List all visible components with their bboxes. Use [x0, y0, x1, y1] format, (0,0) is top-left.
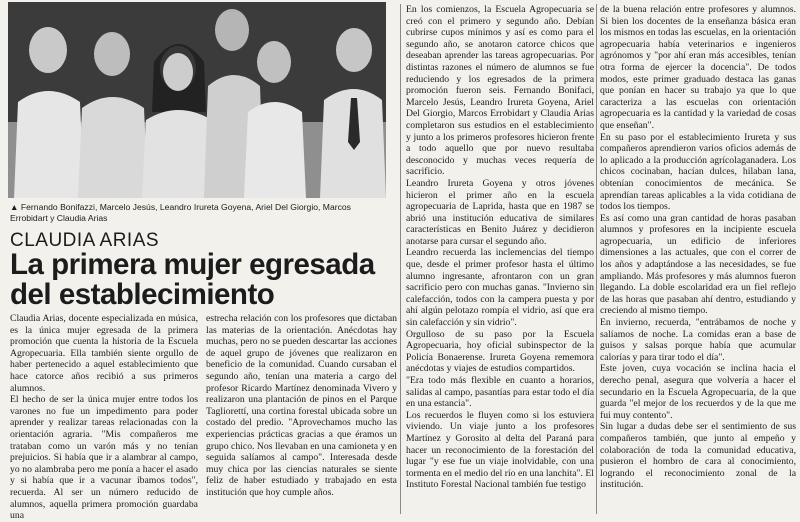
paragraph: Leandro recuerda las inclemencias del tiempo que, desde el primer profesor hasta el último alumno ingresante, afrontaron con un gran sacrificio pero con muchas ganas. "Invierno sin calefacción, todos con la campera puesta y por ahí algún pelotazo rompía el vidrio, así que era sin calefacción y sin vidrio".	[406, 247, 594, 329]
paragraph: En su paso por el establecimiento Irureta y sus compañeros aprendieron varios oficios además de lo aplicado a la producción agrícolaganadera. Los chicos cocinaban, hacían dulces, hilaban lana, obtenían conocimientos de mecánica. Se aprendían tareas aplicables a la vida cotidiana de todos los tiempos.	[600, 131, 796, 213]
photo-caption: ▲ Fernando Bonifazzi, Marcelo Jesús, Leandro Irureta Goyena, Ariel Del Giorgio, Marcos Errobidart y Claudia Arias	[10, 202, 351, 223]
group-photo	[8, 2, 386, 198]
paragraph: Este joven, cuya vocación se inclina hacia el derecho penal, asegura que volvería a hacer el secundario en la Escuela Agropecuaria, de la que guarda "el mejor de los recuerdos y de la que me fui muy contento".	[600, 363, 796, 421]
column-divider	[400, 4, 401, 514]
paragraph: Los recuerdos le fluyen como si los estuviera viviendo. Un viaje junto a los profesores Martínez y Gorosito al delta del Paraná para hacer un reconocimiento de la forestación del lugar "y ese fue un viaje inolvidable, con una tormenta en el medio del río en una lanchita". El Instituto Forestal Nacional también fue testigo	[406, 409, 594, 491]
paragraph: Sin lugar a dudas debe ser el sentimiento de sus compañeros también, que junto al empeño y colaboración de toda la comunidad educativa, pusieron el hombro de cara al conocimiento, logrando el reconocimiento zonal de la institución.	[600, 421, 796, 491]
article-column-1	[10, 313, 198, 522]
column-divider	[596, 4, 597, 514]
paragraph: estrecha relación con los profesores que dictaban las materias de la orientación. Anécdotas hay muchas, pero no se pueden descartar las acciones de aquel grupo de jóvenes que realizaron en beneficio de la comunidad. Cuando cursaban el segundo año, tenían una materia a cargo del profesor Ricardo Martínez denominada Vivero y realizaron una plantación de pinos en el Parque Tagliorettí, una cortina forestal ubicada sobre un costado del predio. "Aprovechamos mucho las experiencias prácticas gracias a que éramos un grupo chico. Nos llevaban en una camioneta y en seguida salíamos al campo". Interesada desde muy chica por las ciencias naturales se siente feliz de haber estudiado y trabajado en esta institución que hoy cumple años.	[206, 313, 397, 498]
paragraph: "Era todo más flexible en cuanto a horarios, salidas al campo, pasantías para estar todo el día en una estancia".	[406, 375, 594, 410]
paragraph: El hecho de ser la única mujer entre todos los varones no fue un impedimento para poder aprender y realizar tareas relacionadas con la orientación agraria. "Mis compañeros me trataban como un varón más y no tenían prejuicios. Si había que ir a alambrar al campo, yo no alambraba pero me ponía a hacer el asado y si había que ir a vacunar íbamos todos", recuerda. Al ser un número reducido de alumnos, aquella primera promoción guardaba una	[10, 394, 198, 522]
group-photo-illustration	[8, 2, 386, 198]
paragraph: Es así como una gran cantidad de horas pasaban alumnos y profesores en la incipiente escuela agropecuaria, un edificio de inferiores dimensiones a las actuales, que con el correr de los años y adaptándose a las necesidades, se fue ampliando. Más profesores y más alumnos fueron llegando. La doble escolaridad era un fiel reflejo de las horas que pasaban ahí dentro, estudiando y creciendo al mismo tiempo.	[600, 212, 796, 317]
article-column-3	[406, 4, 594, 491]
article-kicker: CLAUDIA ARIAS	[10, 230, 160, 251]
article-headline: La primera mujer egresada del establecimiento	[10, 248, 375, 311]
article-column-2	[206, 313, 397, 499]
paragraph: Orgulloso de su paso por la Escuela Agropecuaria, hoy oficial subinspector de la Policía Bonaerense. Irureta Goyena rememora anécdotas y viajes de estudios compartidos.	[406, 328, 594, 375]
paragraph: Leandro Irureta Goyena y otros jóvenes hicieron el primer año en la escuela agropecuaria de Laprida, hasta que en 1987 se abrió una institución educativa de similares características en Benito Juárez y decidieron anotarse para cursar el segundo año.	[406, 177, 594, 247]
paragraph: de la buena relación entre profesores y alumnos. Si bien los docentes de la enseñanza básica eran los mismos en todas las escuelas, en la orientación agropecuaria había veterinarios e ingenieros agrónomos y "por ahí eran más accesibles, tenían otra forma de ejercer la docencia". De todos modos, este primer graduado destaca las ganas que ponían en hacer su trabajo ya que lo que caracteriza a las escuelas con orientación agropecuaria es la cantidad y la variedad de cosas que enseñan".	[600, 4, 796, 131]
paragraph: Claudia Arias, docente especializada en música, es la única mujer egresada de la primera promoción que cuenta la historia de la Escuela Agropecuaria. Ella también siente orgullo de haber pertenecido a aquel establecimiento que hace catorce años recibió a sus primeros alumnos.	[10, 313, 198, 394]
article-column-4	[600, 4, 796, 491]
paragraph: En los comienzos, la Escuela Agropecuaria se creó con el primero y segundo año. Debían cubrirse cupos mínimos y así es como para el segundo año, se anotaron catorce chicos que deseaban aprender las tareas agropecuarias. Por distintas razones el número de alumnos se fue reduciendo y los egresados de la primera promoción fueron seis. Fernando Bonifaci, Marcelo Jesús, Leandro Irureta Goyena, Ariel Del Giorgio, Marcos Errobidart y Claudia Arias completaron sus estudios en el establecimiento y junto a los primeros profesores hicieron frente a todo aquello que por nuevo resultaba desconocido y muchas veces requería de sacrificio.	[406, 4, 594, 178]
paragraph: En invierno, recuerda, "entrábamos de noche y salíamos de noche. La comidas eran a base de guisos y salsas porque había que acumular calorías y para tirar todo el día".	[600, 317, 796, 363]
